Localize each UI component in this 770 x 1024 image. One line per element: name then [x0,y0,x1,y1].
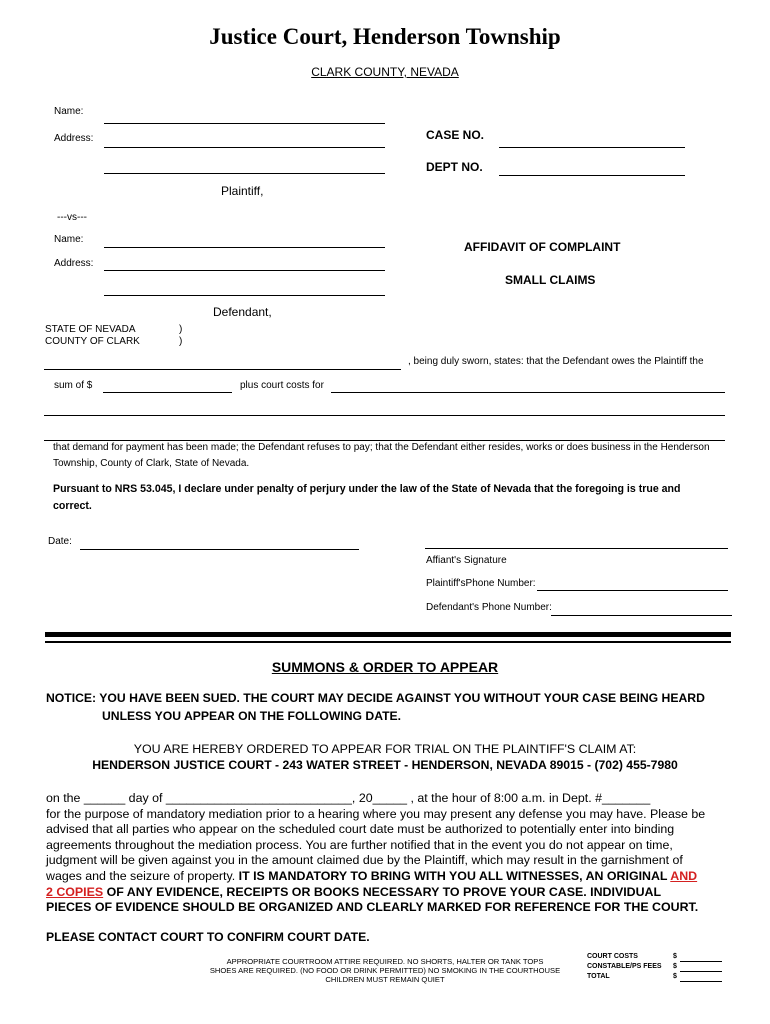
case-no-field[interactable] [499,147,685,148]
total-dollar: $ [673,973,677,980]
sum-field[interactable] [103,392,232,393]
body-line-2: advised that all parties who appear on the scheduled court date must be authorized to potentially enter into binding [46,822,675,837]
date-field[interactable] [80,549,359,550]
court-costs-label: COURT COSTS [587,953,638,960]
defendant-address-field-2[interactable] [104,295,385,296]
attire-line-3: CHILDREN MUST REMAIN QUIET [325,975,445,984]
plaintiff-phone-label: Plaintiff'sPhone Number: [426,578,536,589]
claim-description-field-2[interactable] [44,415,725,416]
venue-paren-2: ) [179,336,183,347]
court-title: Justice Court, Henderson Township [209,24,561,49]
on-the-line: on the ______ day of ___________________________, 20_____ , at the hour of 8:00 a.m. in Dept. #_______ [46,791,651,805]
body-line-3: agreements throughout the mediation process. You are further notified that in the event you do not appear on time, [46,837,673,852]
attire-line-2: SHOES ARE REQUIRED. (NO FOOD OR DRINK PERMITTED) NO SMOKING IN THE COURTHOUSE [209,966,561,975]
claim-description-field-1[interactable] [331,392,725,393]
defendant-address-label: Address: [54,258,94,269]
section-divider-thin [45,641,731,643]
case-no-label: CASE NO. [426,128,485,142]
body-line-5-b: IT IS MANDATORY TO BRING WITH YOU ALL WITNESSES, AN ORIGINAL [235,868,671,883]
notice-line-2: UNLESS YOU APPEAR ON THE FOLLOWING DATE. [102,709,402,723]
contact-court-notice: PLEASE CONTACT COURT TO CONFIRM COURT DATE. [46,930,370,944]
demand-text-1: that demand for payment has been made; the Defendant refuses to pay; that the Defendant either resides, works or does business in the Henderson [53,442,710,453]
body-line-1: for the purpose of mandatory mediation prior to a hearing where you may present any defense you may have. Please be [46,806,706,821]
body-line-5-a: wages and the seizure of property. [46,868,236,883]
dept-no-field[interactable] [499,175,685,176]
and-emphasis: AND [670,868,698,883]
body-line-4: judgment will be given against you in the amount claimed due by the Plaintiff, which may result in the garnishment of [46,853,683,868]
affidavit-heading: AFFIDAVIT OF COMPLAINT [464,240,621,254]
summons-body [46,791,726,916]
plaintiff-address-field-2[interactable] [104,173,385,174]
court-costs-dollar: $ [673,953,677,960]
plaintiff-name-label: Name: [54,106,84,117]
plaintiff-address-label: Address: [54,133,94,144]
court-costs-field[interactable] [680,961,722,962]
demand-text-2: Township, County of Clark, State of Nevada. [53,458,250,469]
date-label: Date: [48,536,72,547]
defendant-phone-label: Defendant's Phone Number: [426,602,552,613]
plaintiff-address-field-1[interactable] [104,147,385,148]
total-field[interactable] [680,981,722,982]
county-subtitle: CLARK COUNTY, NEVADA [311,65,459,79]
body-line-6 [46,885,726,901]
perjury-text-1: Pursuant to NRS 53.045, I declare under penalty of perjury under the law of the State of Nevada that the foregoing is true and [53,483,681,495]
small-claims-heading: SMALL CLAIMS [505,273,596,287]
court-costs-label: plus court costs for [240,380,324,391]
affiant-name-field[interactable] [44,369,401,370]
venue-state: STATE OF NEVADA [45,324,136,335]
plaintiff-phone-field[interactable] [537,590,728,591]
court-address: HENDERSON JUSTICE COURT - 243 WATER STREET - HENDERSON, NEVADA 89015 - (702) 455-7980 [92,758,678,772]
defendant-address-field-1[interactable] [104,270,385,271]
signature-label: Affiant's Signature [426,555,507,566]
defendant-role-label: Defendant, [213,305,272,319]
notice-line-1: NOTICE: YOU HAVE BEEN SUED. THE COURT MAY DECIDE AGAINST YOU WITHOUT YOUR CASE BEING HEARD [46,691,705,705]
dept-no-label: DEPT NO. [426,160,483,174]
defendant-phone-field[interactable] [551,615,732,616]
order-text: YOU ARE HEREBY ORDERED TO APPEAR FOR TRIAL ON THE PLAINTIFF'S CLAIM AT: [133,742,637,756]
defendant-name-label: Name: [54,234,84,245]
constable-fees-field[interactable] [680,971,722,972]
plaintiff-name-field[interactable] [104,123,385,124]
copies-emphasis: 2 COPIES [46,884,104,899]
constable-fees-label: CONSTABLE/PS FEES [587,963,662,970]
body-line-7: PIECES OF EVIDENCE SHOULD BE ORGANIZED AND CLEARLY MARKED FOR REFERENCE FOR THE COURT. [46,900,699,915]
attire-line-1: APPROPRIATE COURTROOM ATTIRE REQUIRED. NO SHORTS, HALTER OR TANK TOPS [226,957,544,966]
summons-title: SUMMONS & ORDER TO APPEAR [271,659,499,675]
body-line-5 [46,869,726,885]
claim-description-field-3[interactable] [44,440,725,441]
total-label: TOTAL [587,973,610,980]
sum-label: sum of $ [54,380,93,391]
sworn-statement: , being duly sworn, states: that the Defendant owes the Plaintiff the [408,356,704,367]
venue-county: COUNTY OF CLARK [45,336,140,347]
affiant-signature-field[interactable] [425,548,728,549]
perjury-text-2: correct. [53,500,92,512]
section-divider-thick [45,632,731,637]
body-line-6-text: OF ANY EVIDENCE, RECEIPTS OR BOOKS NECESSARY TO PROVE YOUR CASE. INDIVIDUAL [103,884,662,899]
constable-fees-dollar: $ [673,963,677,970]
versus-label: ---vs--- [57,212,87,223]
defendant-name-field[interactable] [104,247,385,248]
venue-paren-1: ) [179,324,183,335]
plaintiff-role-label: Plaintiff, [221,184,264,198]
